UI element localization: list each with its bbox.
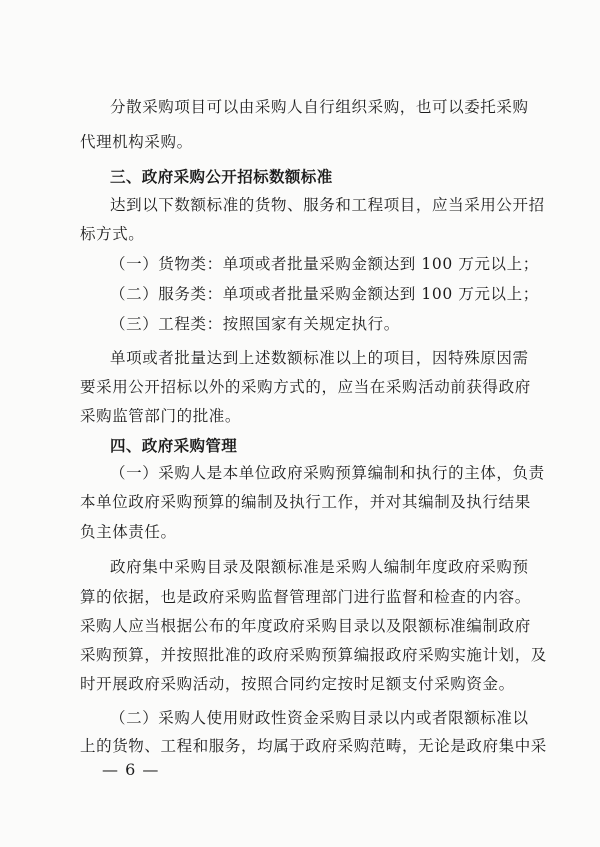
paragraph-line: 算的依据，也是政府采购监督管理部门进行监督和检查的内容。 — [80, 588, 531, 606]
paragraph-line: 代理机构采购。 — [80, 133, 193, 151]
paragraph-line: 采购预算，并按照批准的政府采购预算编报政府采购实施计划，及 — [80, 646, 547, 664]
paragraph-line: 标方式。 — [80, 225, 145, 243]
paragraph-line: 时开展政府采购活动，按照合同约定按时足额支付采购资金。 — [80, 675, 515, 693]
paragraph-line: （一）采购人是本单位政府采购预算编制和执行的主体，负责 — [110, 464, 545, 482]
paragraph-line: 采购人应当根据公布的年度政府采购目录以及限额标准编制政府 — [80, 617, 531, 635]
paragraph-line: （二）采购人使用财政性资金采购目录以内或者限额标准以 — [110, 709, 529, 727]
paragraph-line: 本单位政府采购预算的编制及执行工作，并对其编制及执行结果 — [80, 493, 531, 511]
paragraph-line: 上的货物、工程和服务，均属于政府采购范畴，无论是政府集中采 — [80, 737, 547, 755]
section-heading: 四、政府采购管理 — [110, 436, 238, 455]
paragraph-line: 达到以下数额标准的货物、服务和工程项目，应当采用公开招 — [110, 196, 545, 214]
section-heading: 三、政府采购公开招标数额标准 — [110, 167, 333, 186]
paragraph-line: 采购监管部门的批准。 — [80, 407, 242, 425]
list-item: （三）工程类：按照国家有关规定执行。 — [110, 315, 400, 333]
paragraph-line: 单项或者批量达到上述数额标准以上的项目，因特殊原因需 — [110, 349, 529, 367]
paragraph-line: 政府集中采购目录及限额标准是采购人编制年度政府采购预 — [110, 558, 529, 576]
page-number: — 6 — — [102, 760, 160, 779]
list-item: （二）服务类：单项或者批量采购金额达到 100 万元以上； — [110, 285, 539, 303]
paragraph-line: 要采用公开招标以外的采购方式的，应当在采购活动前获得政府 — [80, 378, 531, 396]
paragraph-line: 分散采购项目可以由采购人自行组织采购，也可以委托采购 — [110, 98, 529, 116]
paragraph-line: 负主体责任。 — [80, 523, 177, 541]
list-item: （一）货物类：单项或者批量采购金额达到 100 万元以上； — [110, 255, 539, 273]
